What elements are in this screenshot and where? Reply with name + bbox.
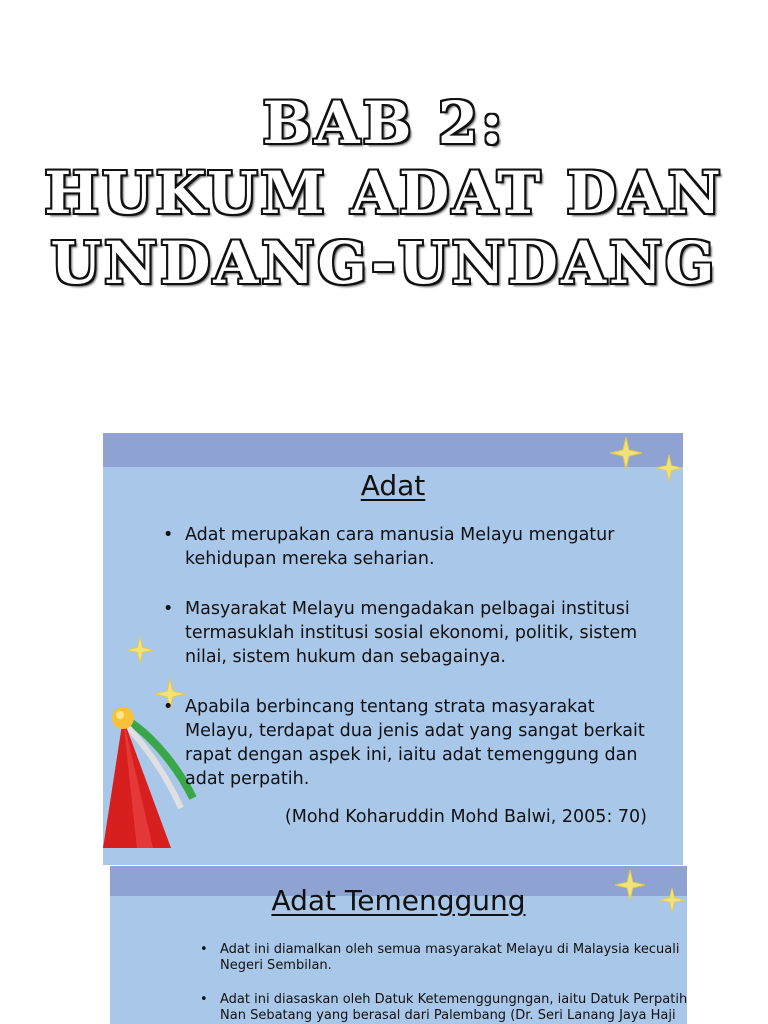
title-line-3: UNDANG-UNDANG — [50, 229, 718, 297]
bullet-icon: • — [163, 525, 174, 545]
list-item — [200, 942, 687, 974]
bullet-list — [163, 523, 655, 817]
bullet-icon: • — [200, 942, 208, 957]
slide-adat — [103, 433, 683, 865]
slide-title: Adat — [360, 469, 426, 502]
bullet-icon: • — [200, 992, 208, 1007]
list-item — [163, 597, 655, 669]
star-icon — [125, 635, 155, 665]
title-line-2: HUKUM ADAT DAN — [44, 159, 724, 227]
slide-adat-temenggung — [110, 866, 687, 1024]
star-icon — [608, 435, 644, 471]
list-item — [200, 992, 687, 1024]
bullet-icon: • — [163, 599, 174, 619]
slide-topbar — [103, 433, 683, 467]
bullet-icon: • — [163, 697, 174, 717]
citation: (Mohd Koharuddin Mohd Balwi, 2005: 70) — [284, 807, 647, 827]
list-item — [163, 695, 655, 791]
bullet-text: Adat ini diasaskan oleh Datuk Ketemenggungngan, iaitu Datuk Perpatih Nan Sebatang yang berasal dari Palembang (Dr. Seri Lanang Jaya Haji — [220, 992, 687, 1023]
title-line-1: BAB 2: — [262, 89, 506, 157]
bullet-text: Masyarakat Melayu mengadakan pelbagai institusi termasuklah institusi sosial ekonomi, politik, sistem nilai, sistem hukum dan sebagainya. — [185, 599, 638, 667]
bullet-list — [200, 942, 687, 1024]
list-item — [163, 523, 655, 571]
slide-title: Adat Temenggung — [271, 884, 526, 917]
bullet-text: Apabila berbincang tentang strata masyarakat Melayu, terdapat dua jenis adat yang sangat berkait rapat dengan aspek ini, iaitu adat temenggung dan adat perpatih. — [185, 697, 645, 789]
bullet-text: Adat merupakan cara manusia Melayu mengatur kehidupan mereka seharian. — [185, 525, 615, 569]
bullet-text: Adat ini diamalkan oleh semua masyarakat Melayu di Malaysia kecuali Negeri Sembilan. — [220, 942, 680, 973]
document-title — [0, 88, 768, 298]
